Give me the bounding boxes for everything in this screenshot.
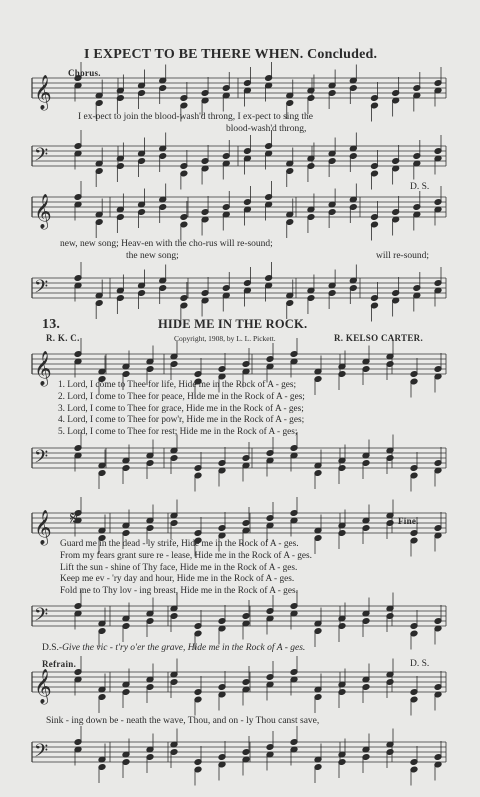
verse-line: 4. Lord, I come to Thee for pow'r, Hide me in the Rock of A - ges;	[58, 415, 305, 426]
chorus-alto-lyric-line2b: will re-sound;	[376, 251, 430, 261]
verse-block-a	[58, 380, 305, 439]
verse-line: 5. Lord, I come to Thee for rest; Hide me in the Rock of A - ges;	[58, 427, 298, 438]
svg-text:𝄢: 𝄢	[34, 277, 49, 302]
svg-text:𝄞: 𝄞	[34, 510, 52, 545]
song-title-continued: I EXPECT TO BE THERE WHEN. Concluded.	[84, 47, 378, 62]
author-initials: R. K. C.	[46, 333, 80, 343]
hymn-number: 13.	[42, 317, 61, 332]
verse-line: Guard me in the dead - ly strife, Hide me in the Rock of A - ges.	[60, 539, 299, 549]
ds-verse-text: Give the vic - t'ry o'er the grave, Hide me in the Rock of A - ges.	[62, 643, 306, 653]
svg-text:𝄞: 𝄞	[34, 194, 52, 229]
svg-text:𝄢: 𝄢	[34, 447, 49, 472]
fine-marking: Fine.	[398, 516, 419, 526]
verse-line: 1. Lord, I come to Thee for life, Hide me in the Rock of A - ges;	[58, 380, 297, 390]
segno-sign: 𝄋	[70, 508, 78, 528]
svg-text:𝄞: 𝄞	[34, 351, 52, 386]
verse-line: 3. Lord, I come to Thee for grace, Hide me in the Rock of A - ges;	[58, 403, 304, 414]
svg-text:𝄢: 𝄢	[34, 741, 49, 766]
verse-line: 2. Lord, I come to Thee for peace, Hide me in the Rock of A - ges;	[58, 391, 305, 402]
ds-marking: D. S.	[410, 182, 430, 192]
refrain-ds-marking: D. S.	[410, 659, 430, 669]
verse-line: Lift the sun - shine of Thy face, Hide me in the Rock of A - ges.	[60, 562, 298, 573]
svg-text:𝄞: 𝄞	[34, 75, 52, 110]
chorus-alto-lyric-line2a: the new song;	[126, 251, 179, 261]
svg-text:𝄞: 𝄞	[34, 669, 52, 704]
svg-text:𝄢: 𝄢	[34, 605, 49, 630]
verse-line: Keep me ev - 'ry day and hour, Hide me in the Rock of A - ges.	[60, 574, 295, 585]
chorus-alto-lyric-line1: blood-wash'd throng,	[226, 124, 307, 134]
chorus-lyric-line1: I ex-pect to join the blood-wash'd throng, I ex-pect to sing the	[78, 112, 313, 122]
refrain-lyric: Sink - ing down be - neath the wave, Thou, and on - ly Thou canst save,	[46, 716, 320, 726]
refrain-label: Refrain.	[42, 659, 77, 669]
hymn-title: HIDE ME IN THE ROCK.	[158, 317, 308, 331]
composer-name: R. KELSO CARTER.	[334, 333, 423, 343]
ds-prefix: D.S.-	[42, 643, 63, 653]
chorus-label: Chorus.	[68, 68, 101, 78]
chorus-lyric-line2: new, new song; Heav-en with the cho-rus will re-sound;	[60, 239, 273, 249]
ds-verse-line	[42, 643, 305, 653]
copyright-notice: Copyright, 1908, by L. L. Pickett.	[174, 334, 276, 343]
verse-block-b	[60, 539, 312, 598]
verse-line: From my fears grant sure re - lease, Hide me in the Rock of A - ges.	[60, 550, 312, 561]
svg-text:𝄢: 𝄢	[34, 145, 49, 170]
verse-line: Fold me to Thy lov - ing breast, Hide me in the Rock of A - ges.	[60, 586, 298, 597]
